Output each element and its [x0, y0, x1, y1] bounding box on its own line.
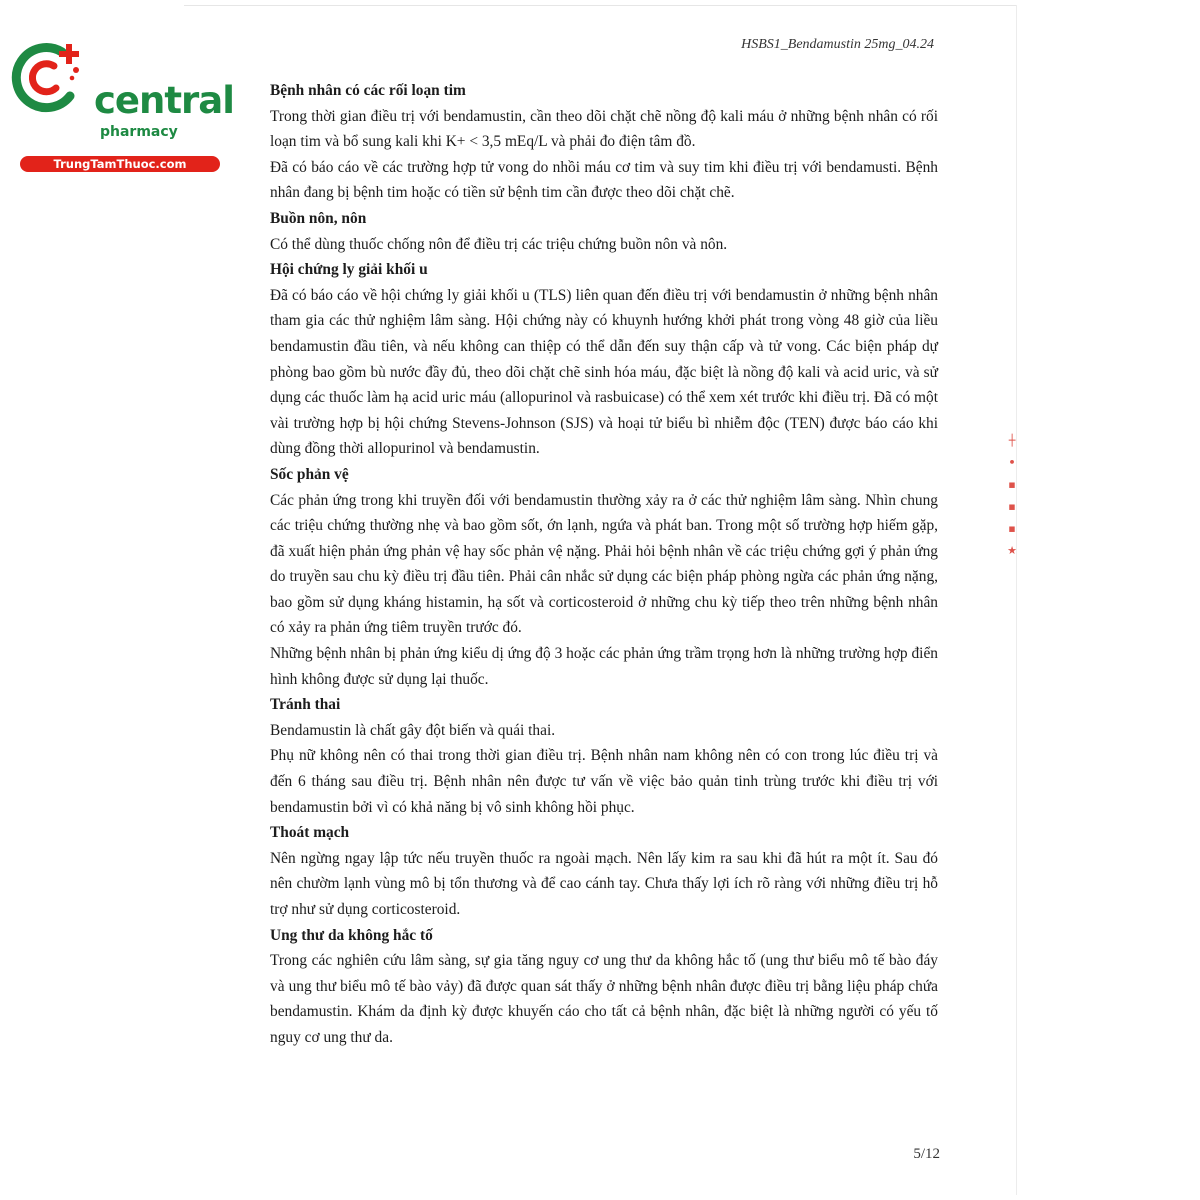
paragraph: Nên ngừng ngay lập tức nếu truyền thuốc ra ngoài mạch. Nên lấy kim ra sau khi đã hút ra một ít. Sau đó nên chườm lạnh vùng mô bị tổn thương và để cao cánh tay. Chưa thấy lợi ích rõ ràng với những điều trị hỗ trợ như sử dụng corticosteroid. [270, 849, 938, 918]
page-edge [184, 5, 1016, 6]
section-heading: Buồn nôn, nôn [270, 209, 367, 227]
paragraph: Phụ nữ không nên có thai trong thời gian điều trị. Bệnh nhân nam không nên có con trong lúc điều trị và đến 6 tháng sau điều trị. Bệnh nhân nên được tư vấn về việc bảo quản tinh trùng trước khi điều trị với bendamustin bởi vì có khả năng bị vô sinh không hồi phục. [270, 747, 938, 816]
page-edge [1016, 5, 1017, 1195]
section-heading: Thoát mạch [270, 824, 350, 842]
section-heading: Bệnh nhân có các rối loạn tim [270, 82, 466, 99]
logo-sub-text: pharmacy [100, 124, 178, 140]
page-number: 5/12 [913, 1146, 940, 1162]
paragraph: Những bệnh nhân bị phản ứng kiểu dị ứng độ 3 hoặc các phản ứng trầm trọng hơn là những trường hợp điển hình không được sử dụng lại thuốc. [270, 645, 938, 688]
paragraph: Các phản ứng trong khi truyền đối với bendamustin thường xảy ra ở các thử nghiệm lâm sàng. Nhìn chung các triệu chứng thường nhẹ và bao gồm sốt, ớn lạnh, ngứa và phát ban. Trong một số trường hợp hiếm gặp, đã xuất hiện phản ứng phản vệ hay sốc phản vệ nặng. Phải hỏi bệnh nhân về các triệu chứng gợi ý phản ứng do truyền sau chu kỳ điều trị đầu tiên. Phải cân nhắc sử dụng các biện pháp phòng ngừa các phản ứng nặng, bao gồm sử dụng kháng histamin, hạ sốt và corticosteroid ở những chu kỳ tiếp theo trên những bệnh nhân có xảy ra phản ứng tiêm truyền trước đó. [270, 491, 938, 637]
logo-brand-text: central [94, 79, 234, 122]
section-heading: Sốc phản vệ [270, 465, 349, 483]
pharmacy-logo[interactable] [10, 38, 234, 171]
document-body [270, 78, 938, 1051]
document-id: HSBS1_Bendamustin 25mg_04.24 [741, 37, 934, 52]
paragraph: Đã có báo cáo về các trường hợp tử vong do nhồi máu cơ tim và suy tim khi điều trị với bendamusti. Bệnh nhân đang bị bệnh tim hoặc có tiền sử bệnh tim cần được theo dõi chặt chẽ. [270, 158, 938, 202]
paragraph: Trong các nghiên cứu lâm sàng, sự gia tăng nguy cơ ung thư da không hắc tố (ung thư biểu mô tế bào đáy và ung thư biểu mô tế bào vảy) đã được quan sát thấy ở những bệnh nhân được điều trị bằng liệu pháp chứa bendamustin. Khám da định kỳ được khuyến cáo cho tất cả bệnh nhân, đặc biệt là những người có yếu tố nguy cơ ung thư da. [270, 952, 938, 1046]
paragraph: Có thể dùng thuốc chống nôn để điều trị các triệu chứng buồn nôn và nôn. [270, 235, 728, 253]
logo-mark-icon [10, 38, 94, 118]
logo-website-banner[interactable]: TrungTamThuoc.com [20, 156, 220, 172]
section-heading: Ung thư da không hắc tố [270, 926, 433, 944]
section-heading: Tránh thai [270, 696, 341, 714]
paragraph: Trong thời gian điều trị với bendamustin, cần theo dõi chặt chẽ nồng độ kali máu ở những bệnh nhân có rối loạn tim và bổ sung kali khi K+ < 3,5 mEq/L và phải đo điện tâm đồ. [270, 107, 938, 151]
section-heading: Hội chứng ly giải khối u [270, 261, 428, 279]
stamp-fragment: ┼ • ▪ ▪ ▪ ★ [1007, 434, 1017, 557]
paragraph: Đã có báo cáo về hội chứng ly giải khối u (TLS) liên quan đến điều trị với bendamustin ở những bệnh nhân tham gia các thử nghiệm lâm sàng. Hội chứng này có khuynh hướng khởi phát trong vòng 48 giờ của liều bendamustin đầu tiên, và nếu không can thiệp có thể dẫn đến suy thận cấp và tử vong. Các biện pháp dự phòng bao gồm bù nước đầy đủ, theo dõi chặt chẽ sinh hóa máu, đặc biệt là nồng độ kali và acid uric, và sử dụng các thuốc làm hạ acid uric máu (allopurinol và rasbuicase) có thể xem xét trước khi điều trị. Đã có một vài trường hợp bị hội chứng Stevens-Johnson (SJS) và hoại tử biểu bì nhiễm độc (TEN) được báo cáo khi dùng đồng thời allopurinol và bendamustin. [270, 286, 938, 458]
paragraph: Bendamustin là chất gây đột biến và quái thai. [270, 721, 556, 739]
